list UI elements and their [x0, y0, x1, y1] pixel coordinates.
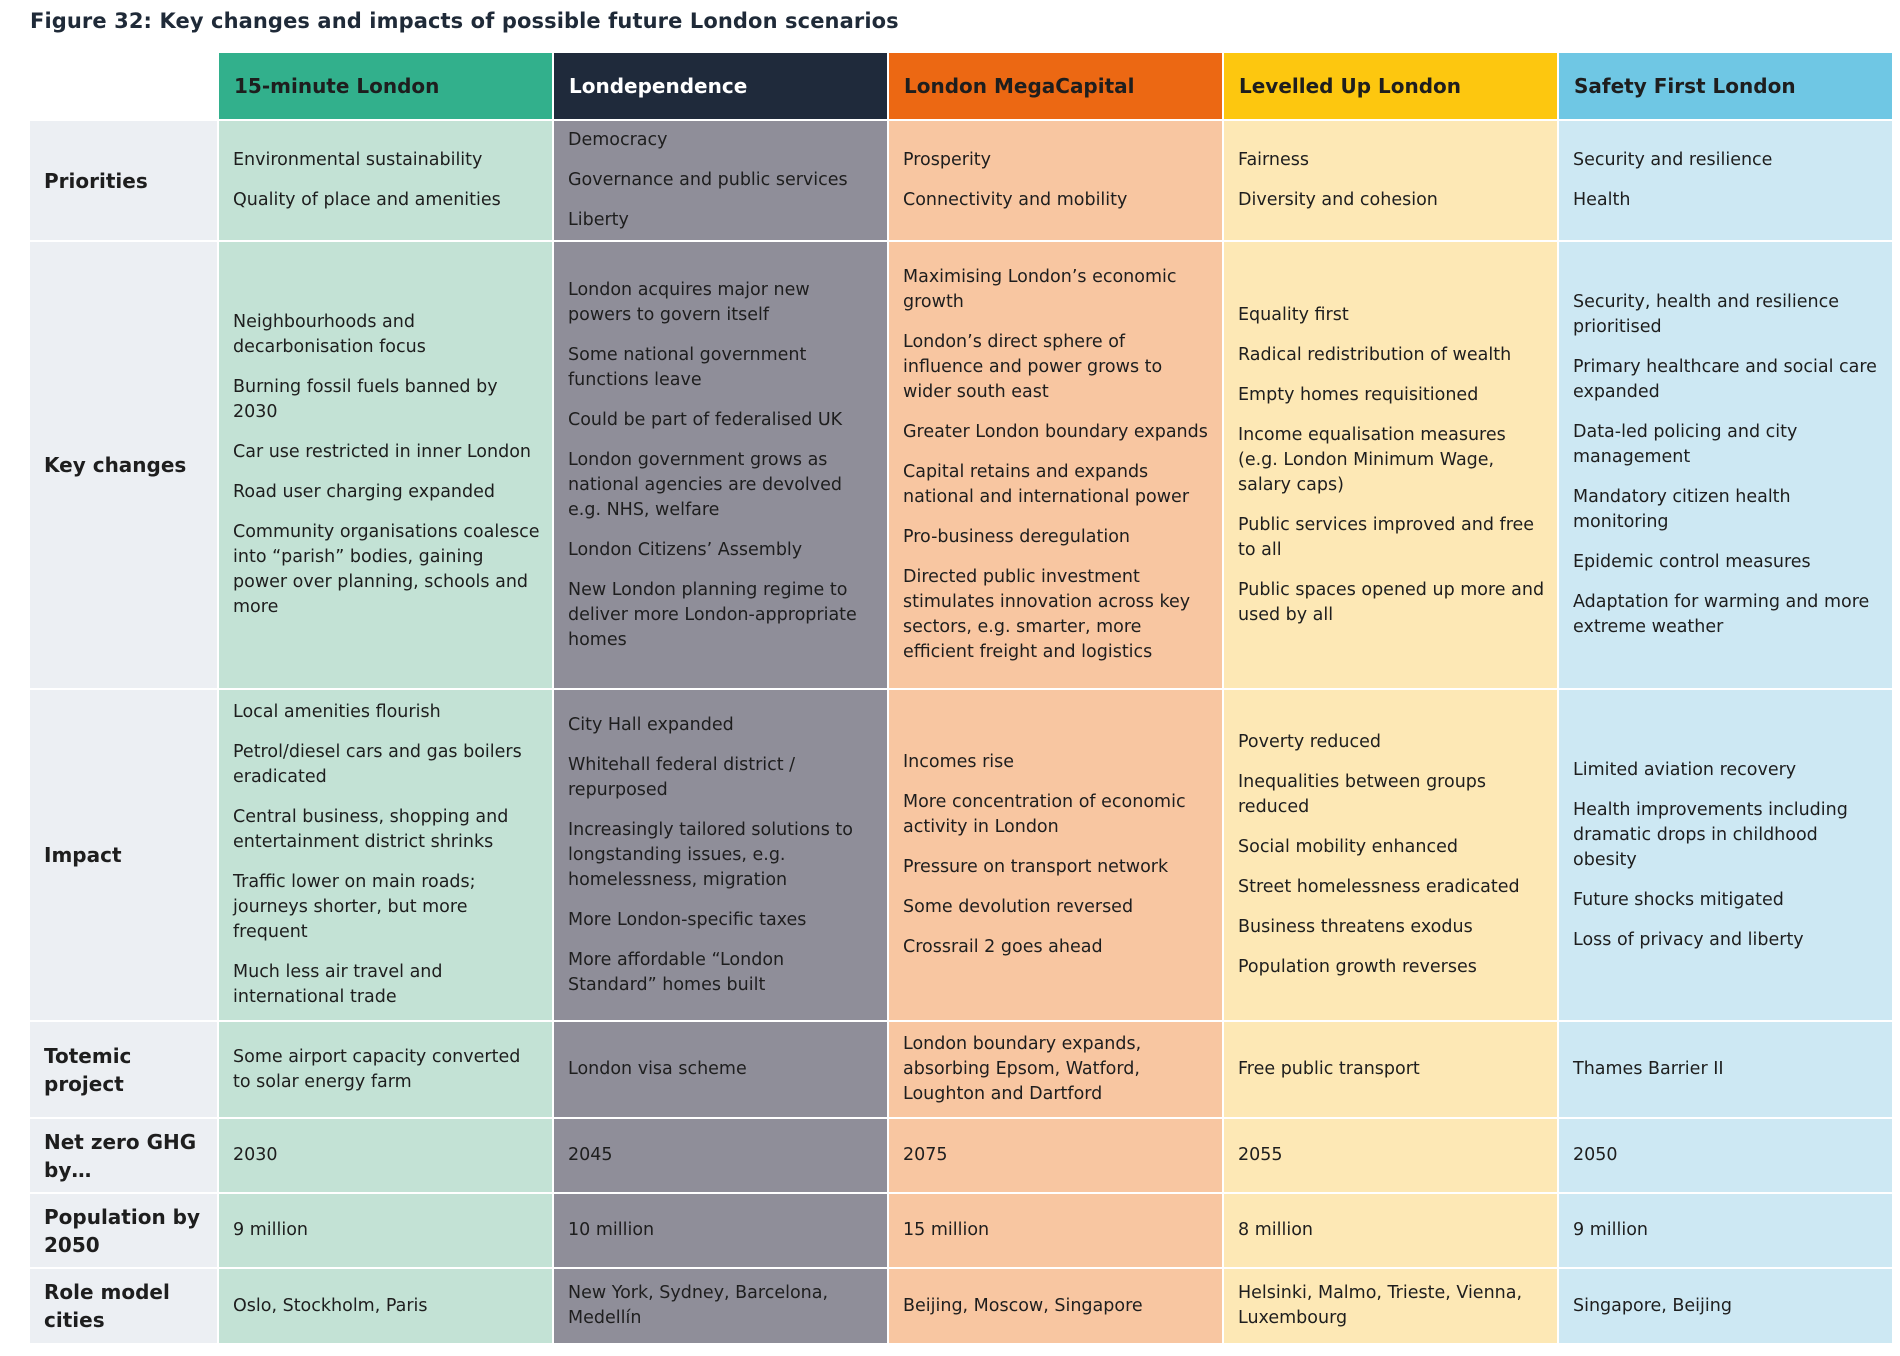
cell-item: 2075: [903, 1145, 948, 1165]
table-cell: [1559, 1022, 1892, 1117]
cell-item: London’s direct sphere of influence and power grows to wider south east: [903, 332, 1163, 402]
table-cell: [1559, 1194, 1892, 1267]
cell-item: Security, health and resilience prioritised: [1573, 292, 1839, 337]
row-label-population-by-2050: Population by 2050: [30, 1194, 217, 1267]
table-cell: [889, 242, 1222, 688]
cell-item: Free public transport: [1238, 1059, 1420, 1079]
table-cell: [554, 121, 887, 240]
table-cell: [1224, 1194, 1557, 1267]
cell-item: Pressure on transport network: [903, 857, 1169, 877]
cell-item: 2045: [568, 1145, 613, 1165]
cell-item: London government grows as national agencies are devolved e.g. NHS, welfare: [568, 449, 843, 520]
table-cell: [1224, 690, 1557, 1020]
table-cell: [554, 690, 887, 1020]
figure-title: Figure 32: Key changes and impacts of possible future London scenarios: [30, 9, 899, 33]
row-label-net-zero-ghg-by: Net zero GHG by…: [30, 1119, 217, 1192]
row-label-impact: Impact: [30, 690, 217, 1020]
cell-item: Governance and public services: [568, 170, 848, 190]
cell-item: Epidemic control measures: [1573, 552, 1811, 572]
table-cell: [889, 690, 1222, 1020]
cell-item: Equality first: [1238, 304, 1349, 325]
column-header-levelled-up-london: Levelled Up London: [1224, 53, 1557, 119]
table-cell: [1224, 1119, 1557, 1192]
cell-item: New London planning regime to deliver more London-appropriate homes: [568, 579, 857, 650]
cell-item: Data-led policing and city management: [1573, 422, 1798, 467]
cell-item: City Hall expanded: [568, 714, 734, 735]
table-cell: [889, 1022, 1222, 1117]
cell-item: Future shocks mitigated: [1573, 889, 1784, 910]
cell-item: Primary healthcare and social care expanded: [1573, 357, 1877, 402]
column-header-15-minute-london: 15-minute London: [219, 53, 552, 119]
cell-item: Liberty: [568, 210, 629, 230]
cell-item: Social mobility enhanced: [1238, 837, 1458, 857]
cell-item: Oslo, Stockholm, Paris: [233, 1295, 428, 1316]
cell-item: Some national government functions leave: [568, 344, 807, 390]
table-cell: [1559, 242, 1892, 688]
table-cell: [219, 1269, 552, 1343]
table-cell: [889, 1269, 1222, 1343]
cell-item: Crossrail 2 goes ahead: [903, 937, 1103, 957]
cell-item: New York, Sydney, Barcelona, Medellín: [568, 1283, 829, 1328]
cell-item: Business threatens exodus: [1238, 917, 1473, 937]
cell-item: 2030: [233, 1145, 278, 1165]
table-cell: [1224, 1022, 1557, 1117]
cell-item: Population growth reverses: [1238, 957, 1477, 977]
table-cell: [1559, 121, 1892, 240]
table-cell: [554, 242, 887, 688]
table-cell: [219, 1119, 552, 1192]
cell-item: Traffic lower on main roads; journeys shorter, but more frequent: [233, 872, 476, 942]
table-cell: [219, 1022, 552, 1117]
cell-item: 2050: [1573, 1145, 1618, 1165]
table-cell: [219, 1194, 552, 1267]
cell-item: London Citizens’ Assembly: [568, 539, 803, 560]
table-cell: [219, 690, 552, 1020]
column-header-safety-first-london: Safety First London: [1559, 53, 1892, 119]
row-label-role-model-cities: Role model cities: [30, 1269, 217, 1343]
cell-item: Helsinki, Malmo, Trieste, Vienna, Luxembourg: [1238, 1283, 1523, 1328]
cell-item: Health: [1573, 190, 1631, 210]
cell-item: More London-specific taxes: [568, 909, 807, 930]
scenario-table: [30, 53, 1886, 1343]
cell-item: Much less air travel and international trade: [233, 962, 443, 1007]
cell-item: Inequalities between groups reduced: [1238, 772, 1487, 817]
table-cell: [1559, 1119, 1892, 1192]
cell-item: Some devolution reversed: [903, 897, 1134, 917]
cell-item: Income equalisation measures (e.g. London Minimum Wage, salary caps): [1238, 424, 1506, 495]
cell-item: Public services improved and free to all: [1238, 514, 1535, 560]
cell-item: More concentration of economic activity in London: [903, 792, 1186, 837]
cell-item: Neighbourhoods and decarbonisation focus: [233, 312, 426, 357]
cell-item: Could be part of federalised UK: [568, 409, 843, 430]
cell-item: Health improvements including dramatic drops in childhood obesity: [1573, 799, 1848, 870]
row-label-key-changes: Key changes: [30, 242, 217, 688]
table-cell: [554, 1022, 887, 1117]
cell-item: Whitehall federal district / repurposed: [568, 754, 796, 800]
table-cell: [1559, 1269, 1892, 1343]
cell-item: Capital retains and expands national and international power: [903, 462, 1190, 507]
cell-item: More affordable “London Standard” homes built: [568, 949, 785, 995]
column-header-londependence: Londependence: [554, 53, 887, 119]
cell-item: Connectivity and mobility: [903, 190, 1128, 210]
cell-item: Directed public investment stimulates innovation across key sectors, e.g. smarter, more efficient freight and logistics: [903, 567, 1191, 662]
cell-item: Petrol/diesel cars and gas boilers eradicated: [233, 742, 522, 787]
cell-item: 9 million: [233, 1220, 308, 1240]
cell-item: Diversity and cohesion: [1238, 190, 1438, 210]
cell-item: Some airport capacity converted to solar energy farm: [233, 1046, 521, 1092]
table-cell: [554, 1194, 887, 1267]
cell-item: Fairness: [1238, 150, 1310, 170]
cell-item: Incomes rise: [903, 752, 1015, 772]
table-cell: [1224, 242, 1557, 688]
cell-item: Prosperity: [903, 150, 992, 170]
cell-item: Adaptation for warming and more extreme weather: [1573, 592, 1870, 637]
table-cell: [889, 1119, 1222, 1192]
table-cell: [554, 1269, 887, 1343]
table-corner: [30, 53, 217, 119]
cell-item: Increasingly tailored solutions to longstanding issues, e.g. homelessness, migration: [568, 819, 853, 890]
cell-item: 9 million: [1573, 1220, 1648, 1240]
row-label-priorities: Priorities: [30, 121, 217, 240]
table-cell: [1559, 690, 1892, 1020]
cell-item: London acquires major new powers to govern itself: [568, 279, 810, 325]
cell-item: Local amenities flourish: [233, 702, 441, 722]
cell-item: Maximising London’s economic growth: [903, 267, 1177, 312]
cell-item: Central business, shopping and entertainment district shrinks: [233, 807, 509, 852]
cell-item: Thames Barrier II: [1573, 1059, 1724, 1079]
cell-item: Quality of place and amenities: [233, 190, 501, 210]
table-cell: [1224, 121, 1557, 240]
column-header-london-megacapital: London MegaCapital: [889, 53, 1222, 119]
table-cell: [1224, 1269, 1557, 1343]
cell-item: Car use restricted in inner London: [233, 442, 532, 462]
cell-item: Empty homes requisitioned: [1238, 384, 1479, 405]
cell-item: Security and resilience: [1573, 150, 1773, 170]
cell-item: Limited aviation recovery: [1573, 759, 1797, 780]
cell-item: Mandatory citizen health monitoring: [1573, 487, 1791, 532]
table-cell: [219, 242, 552, 688]
cell-item: Pro-business deregulation: [903, 527, 1130, 547]
cell-item: Road user charging expanded: [233, 482, 495, 502]
cell-item: 15 million: [903, 1220, 990, 1240]
table-cell: [889, 121, 1222, 240]
cell-item: Singapore, Beijing: [1573, 1295, 1732, 1316]
cell-item: Burning fossil fuels banned by 2030: [233, 377, 498, 422]
table-cell: [219, 121, 552, 240]
row-label-totemic-project: Totemic project: [30, 1022, 217, 1117]
cell-item: Loss of privacy and liberty: [1573, 929, 1804, 950]
cell-item: London visa scheme: [568, 1059, 747, 1079]
cell-item: Public spaces opened up more and used by all: [1238, 579, 1545, 625]
cell-item: Community organisations coalesce into “parish” bodies, gaining power over planning, schools and more: [233, 522, 540, 617]
cell-item: Radical redistribution of wealth: [1238, 344, 1512, 365]
table-cell: [889, 1194, 1222, 1267]
cell-item: London boundary expands, absorbing Epsom, Watford, Loughton and Dartford: [903, 1034, 1142, 1104]
cell-item: 8 million: [1238, 1220, 1313, 1240]
cell-item: Beijing, Moscow, Singapore: [903, 1295, 1143, 1316]
cell-item: Democracy: [568, 130, 668, 150]
cell-item: Poverty reduced: [1238, 732, 1382, 752]
cell-item: Environmental sustainability: [233, 150, 483, 170]
cell-item: Street homelessness eradicated: [1238, 877, 1520, 897]
cell-item: Greater London boundary expands: [903, 422, 1208, 442]
cell-item: 10 million: [568, 1220, 655, 1240]
table-cell: [554, 1119, 887, 1192]
cell-item: 2055: [1238, 1145, 1283, 1165]
